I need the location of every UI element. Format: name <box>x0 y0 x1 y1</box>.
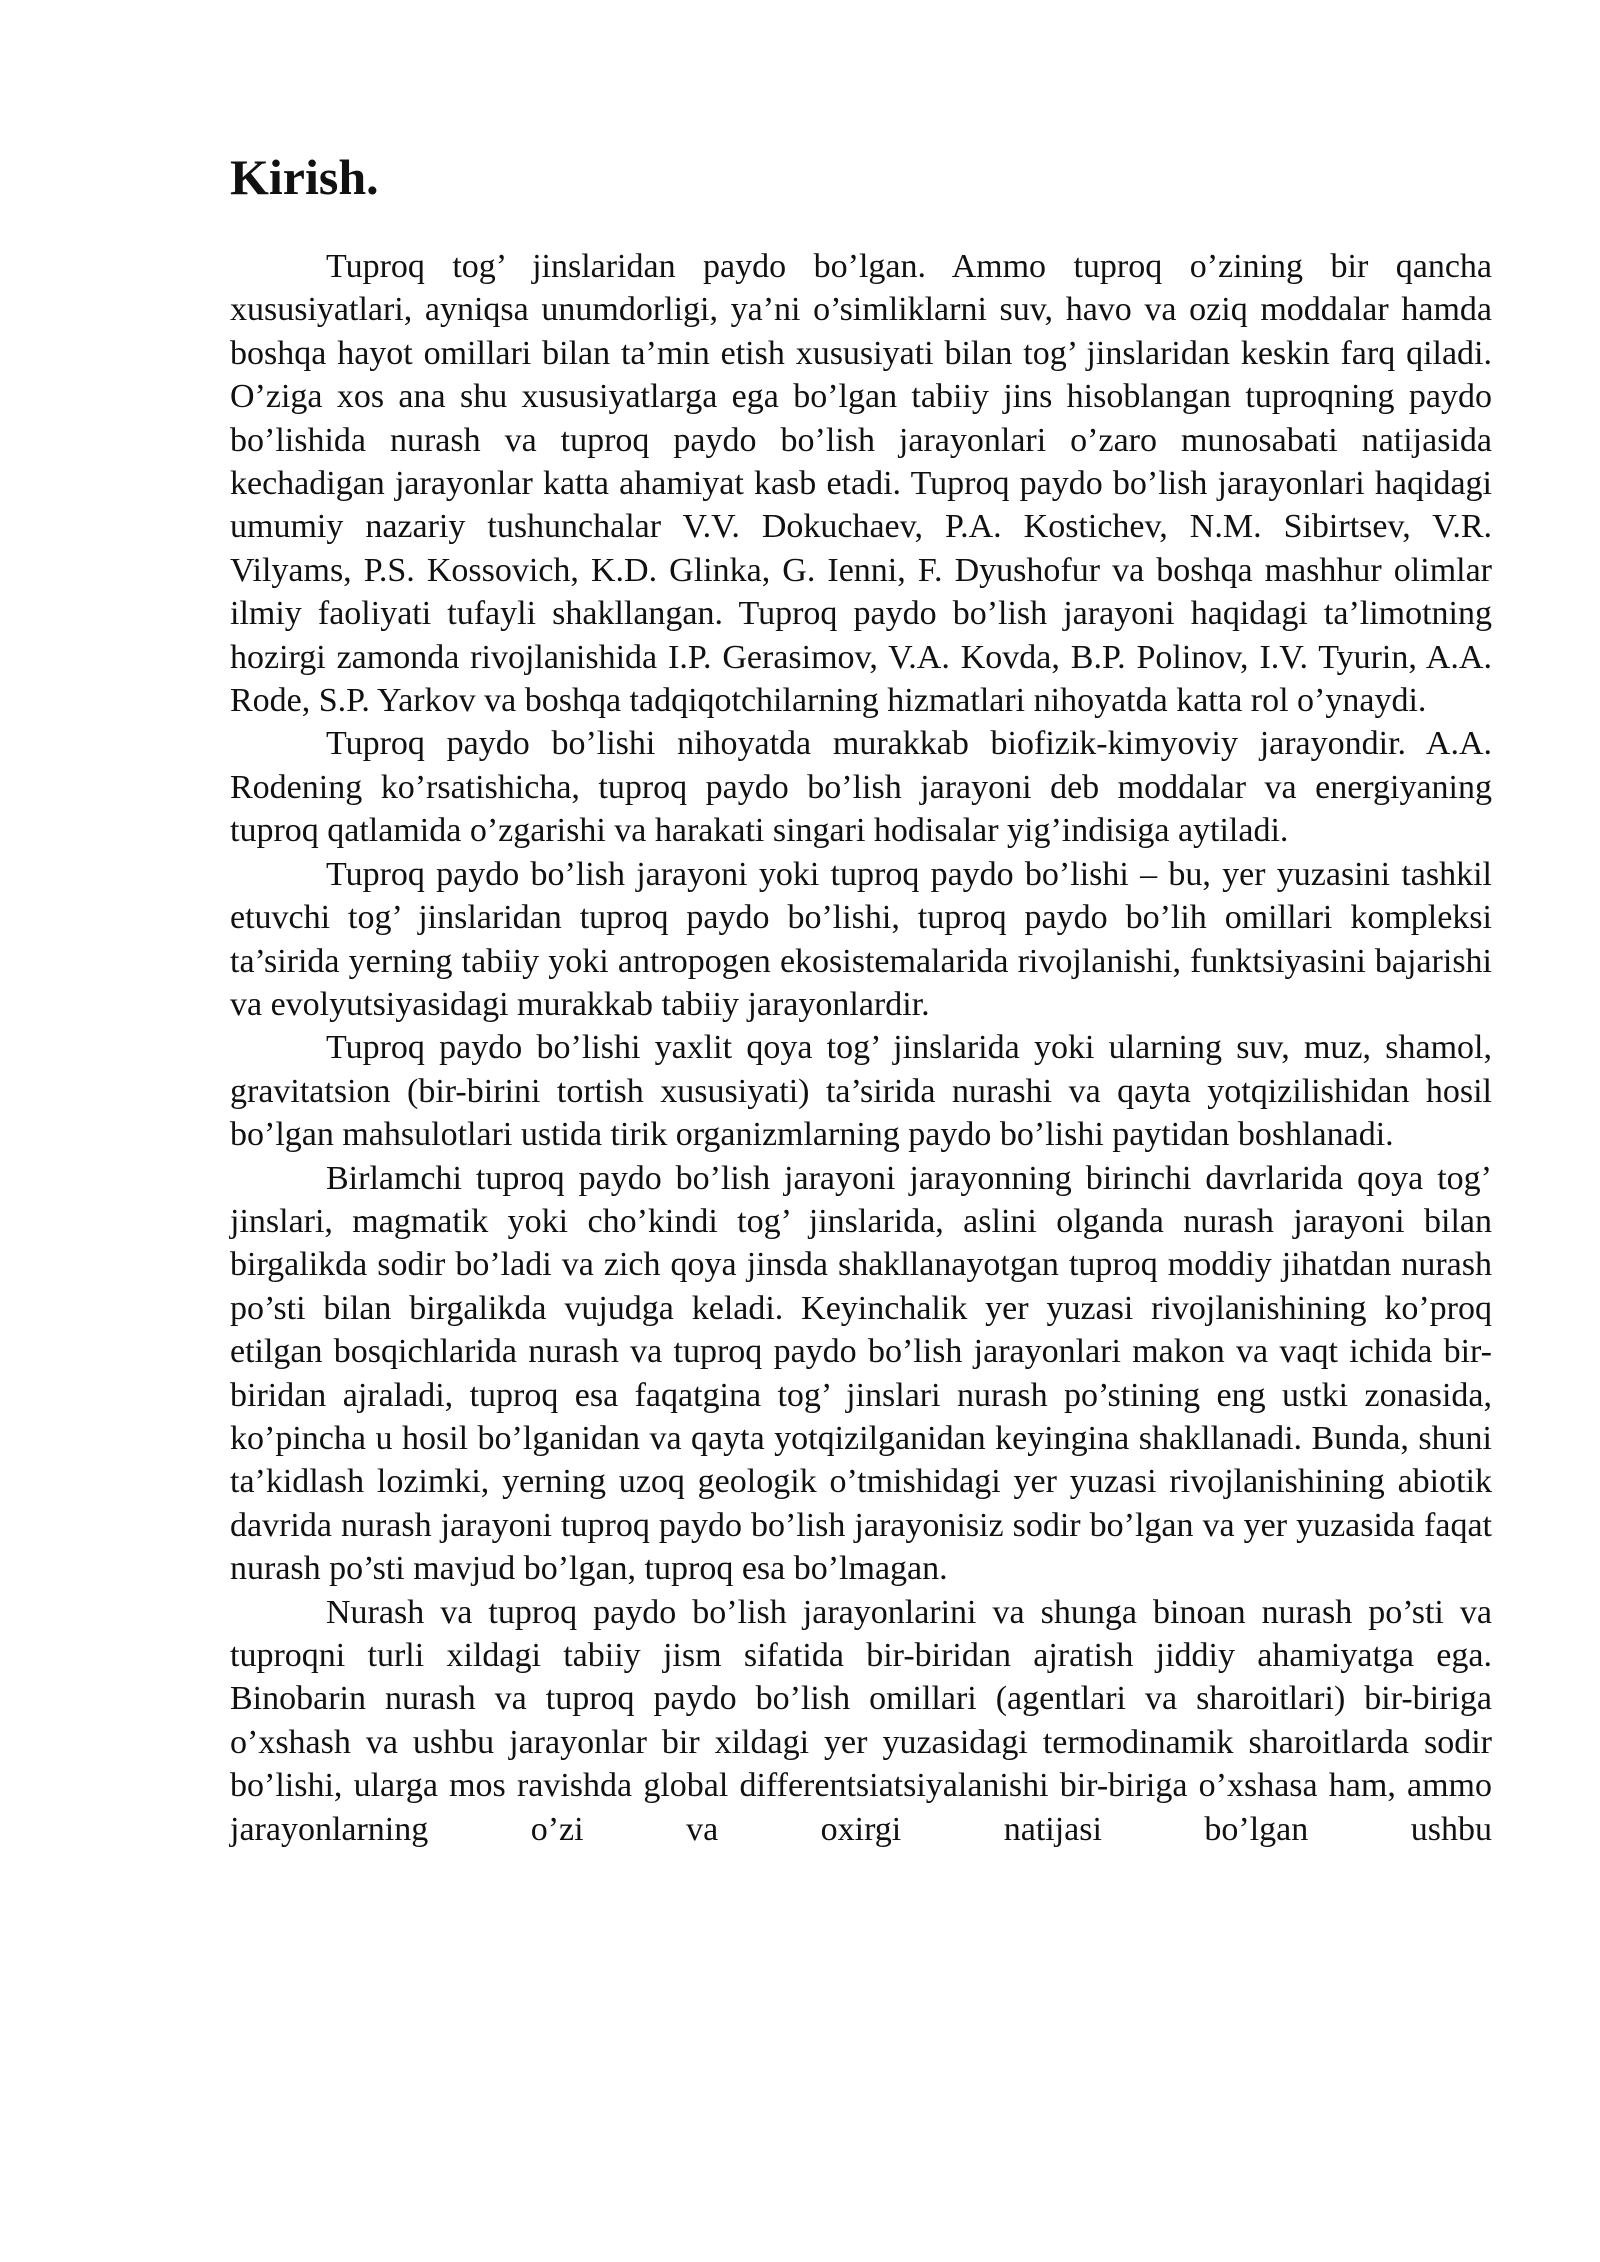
paragraph-2: Tuproq paydo bo’lishi nihoyatda murakkab biofizik-kimyoviy jarayondir. A.A. Rodening ko’rsatishicha, tuproq paydo bo’lish jarayoni deb moddalar va energiyaning tuproq qatlamida o’zgarishi va harakati singari hodisalar yig’indisiga aytiladi. <box>230 725 1492 850</box>
paragraph-3: Tuproq paydo bo’lish jarayoni yoki tuproq paydo bo’lishi – bu, yer yuzasini tashkil etuvchi tog’ jinslaridan tuproq paydo bo’lishi, tuproq paydo bo’lih omillari kompleksi ta’sirida yerning tabiiy yoki antropogen ekosistemalarida rivojlanishi, funktsiyasini bajarishi va evolyutsiyasidagi murakkab tabiiy jarayonlardir. <box>230 855 1492 1023</box>
paragraph-1: Tuproq tog’ jinslaridan paydo bo’lgan. Ammo tuproq o’zining bir qancha xususiyatlari, ayniqsa unumdorligi, ya’ni o’simliklarni suv, havo va oziq moddalar hamda boshqa hayot omillari bilan ta’min etish xususiyati bilan tog’ jinslaridan keskin farq qiladi. O’ziga xos ana shu xususiyatlarga ega bo’lgan tabiiy jins hisoblangan tuproqning paydo bo’lishida nurash va tuproq paydo bo’lish jarayonlari o’zaro munosabati natijasida kechadigan jarayonlar katta ahamiyat kasb etadi. Tuproq paydo bo’lish jarayonlari haqidagi umumiy nazariy tushunchalar V.V. Dokuchaev, P.A. Kostichev, N.M. Sibirtsev, V.R. Vilyams, P.S. Kossovich, K.D. Glinka, G. Ienni, F. Dyushofur va boshqa mashhur olimlar ilmiy faoliyati tufayli shakllangan. Tuproq paydo bo’lish jarayoni haqidagi ta’limotning hozirgi zamonda rivojlanishida I.P. Gerasimov, V.A. Kovda, B.P. Polinov, I.V. Tyurin, A.A. Rode, S.P. Yarkov va boshqa tadqiqotchilarning hizmatlari nihoyatda katta rol o’ynaydi. <box>230 248 1492 720</box>
paragraph-5: Birlamchi tuproq paydo bo’lish jarayoni jarayonning birinchi davrlarida qoya tog’ jinslari, magmatik yoki cho’kindi tog’ jinslarida, aslini olganda nurash jarayoni bilan birgalikda sodir bo’ladi va zich qoya jinsda shakllanayotgan tuproq moddiy jihatdan nurash po’sti bilan birgalikda vujudga keladi. Keyinchalik yer yuzasi rivojlanishining ko’proq etilgan bosqichlarida nurash va tuproq paydo bo’lish jarayonlari makon va vaqt ichida bir-biridan ajraladi, tuproq esa faqatgina tog’ jinslari nurash po’stining eng ustki zonasida, ko’pincha u hosil bo’lganidan va qayta yotqizilganidan keyingina shakllanadi. Bunda, shuni ta’kidlash lozimki, yerning uzoq geologik o’tmishidagi yer yuzasi rivojlanishining abiotik davrida nurash jarayoni tuproq paydo bo’lish jarayonisiz sodir bo’lgan va yer yuzasida faqat nurash po’sti mavjud bo’lgan, tuproq esa bo’lmagan. <box>230 1159 1492 1588</box>
page-title: Kirish. <box>230 149 379 205</box>
paragraph-6: Nurash va tuproq paydo bo’lish jarayonlarini va shunga binoan nurash po’sti va tuproqni turli xildagi tabiiy jism sifatida bir-biridan ajratish jiddiy ahamiyatga ega. Binobarin nurash va tuproq paydo bo’lish omillari (agentlari va sharoitlari) bir-biriga o’xshash va ushbu jarayonlar bir xildagi yer yuzasidagi termodinamik sharoitlarda sodir bo’lishi, ularga mos ravishda global differentsiatsiyalanishi bir-biriga o’xshasa ham, ammo jarayonlarning o’zi va oxirgi natijasi bo’lgan ushbu <box>230 1593 1492 1848</box>
document-page <box>230 150 1492 1851</box>
paragraph-4: Tuproq paydo bo’lishi yaxlit qoya tog’ jinslarida yoki ularning suv, muz, shamol, gravitatsion (bir-birini tortish xususiyati) ta’sirida nurashi va qayta yotqizilishidan hosil bo’lgan mahsulotlari ustida tirik organizmlarning paydo bo’lishi paytidan boshlanadi. <box>230 1029 1492 1154</box>
